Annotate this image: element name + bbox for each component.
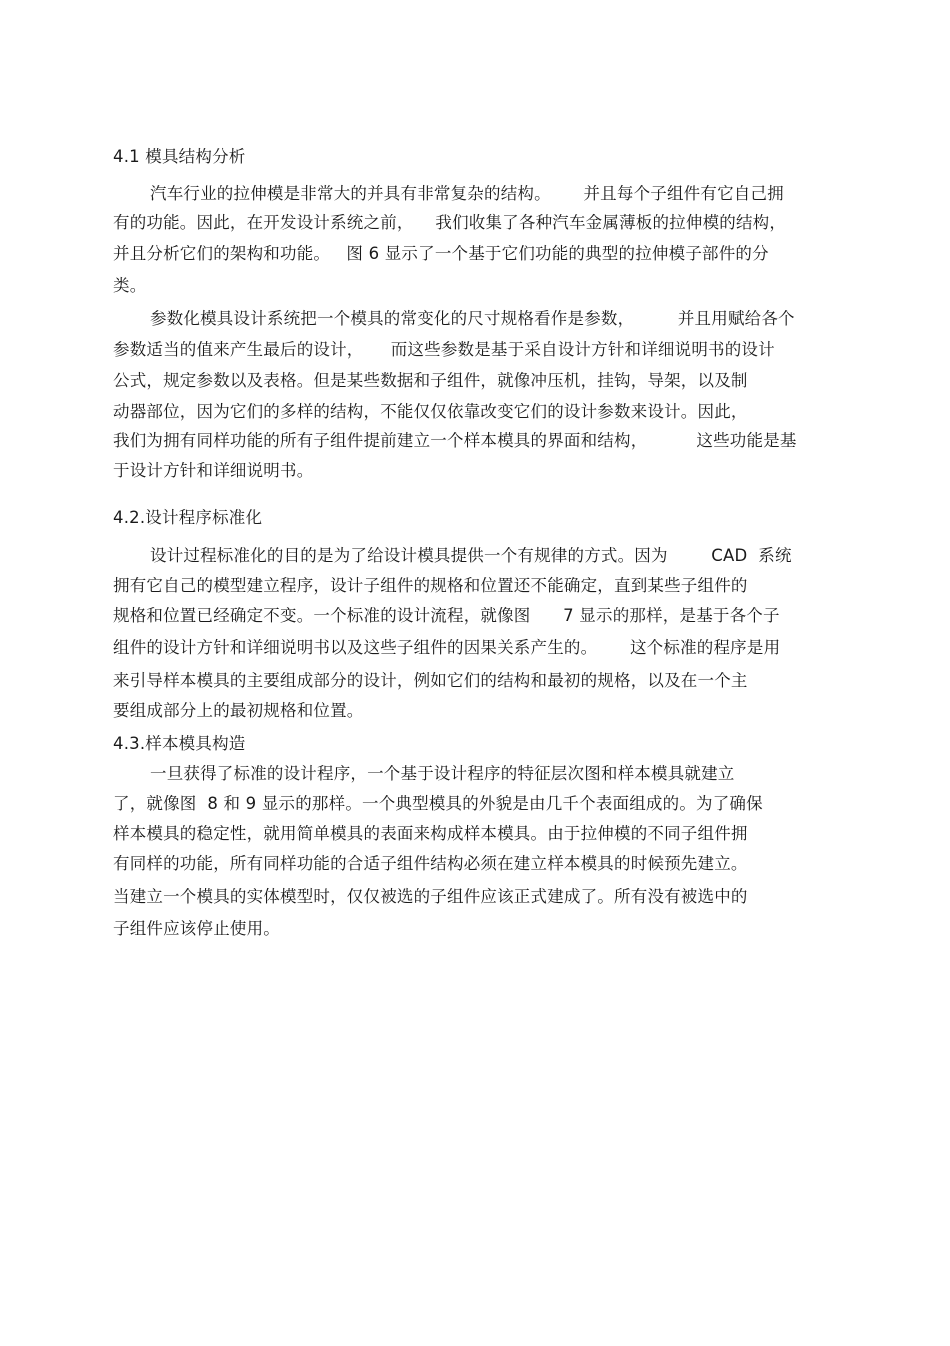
paragraph-line: 拥有它自己的模型建立程序，设计子组件的规格和位置还不能确定，直到某些子组件的 — [113, 576, 748, 595]
paragraph-line: 类。 — [113, 276, 147, 295]
paragraph-line: 了，就像图 8 和 9 显示的那样。一个典型模具的外貌是由几千个表面组成的。为了确保 — [113, 794, 763, 813]
paragraph-line: 要组成部分上的最初规格和位置。 — [113, 701, 364, 720]
paragraph-line: 设计过程标准化的目的是为了给设计模具提供一个有规律的方式。因为 CAD 系统 — [150, 546, 792, 565]
paragraph-line: 汽车行业的拉伸模是非常大的并具有非常复杂的结构。 并且每个子组件有它自己拥 — [150, 184, 784, 203]
paragraph-line: 有同样的功能，所有同样功能的合适子组件结构必须在建立样本模具的时候预先建立。 — [113, 854, 748, 873]
section-heading-4-3: 4.3.样本模具构造 — [113, 734, 246, 753]
paragraph-line: 动器部位，因为它们的多样的结构，不能仅仅依靠改变它们的设计参数来设计。因此， — [113, 402, 748, 421]
paragraph-line: 样本模具的稳定性，就用简单模具的表面来构成样本模具。由于拉伸模的不同子组件拥 — [113, 824, 748, 843]
paragraph-line: 参数适当的值来产生最后的设计， 而这些参数是基于采自设计方针和详细说明书的设计 — [113, 340, 775, 359]
paragraph-line: 我们为拥有同样功能的所有子组件提前建立一个样本模具的界面和结构， 这些功能是基 — [113, 431, 797, 450]
paragraph-line: 组件的设计方针和详细说明书以及这些子组件的因果关系产生的。 这个标准的程序是用 — [113, 638, 781, 657]
paragraph-line: 来引导样本模具的主要组成部分的设计，例如它们的结构和最初的规格，以及在一个主 — [113, 671, 748, 690]
paragraph-line: 一旦获得了标准的设计程序，一个基于设计程序的特征层次图和样本模具就建立 — [150, 764, 735, 783]
paragraph-line: 公式，规定参数以及表格。但是某些数据和子组件，就像冲压机，挂钩，导架，以及制 — [113, 371, 748, 390]
paragraph-line: 有的功能。因此，在开发设计系统之前， 我们收集了各种汽车金属薄板的拉伸模的结构， — [113, 213, 787, 232]
paragraph-line: 参数化模具设计系统把一个模具的常变化的尺寸规格看作是参数， 并且用赋给各个 — [150, 309, 795, 328]
section-heading-4-1: 4.1 模具结构分析 — [113, 147, 246, 166]
paragraph-line: 于设计方针和详细说明书。 — [113, 461, 314, 480]
paragraph-line: 并且分析它们的架构和功能。 图 6 显示了一个基于它们功能的典型的拉伸模子部件的分 — [113, 244, 769, 263]
paragraph-line: 当建立一个模具的实体模型时，仅仅被选的子组件应该正式建成了。所有没有被选中的 — [113, 887, 748, 906]
paragraph-line: 规格和位置已经确定不变。一个标准的设计流程，就像图 7 显示的那样，是基于各个子 — [113, 606, 780, 625]
section-heading-4-2: 4.2.设计程序标准化 — [113, 508, 263, 527]
paragraph-line: 子组件应该停止使用。 — [113, 919, 280, 938]
